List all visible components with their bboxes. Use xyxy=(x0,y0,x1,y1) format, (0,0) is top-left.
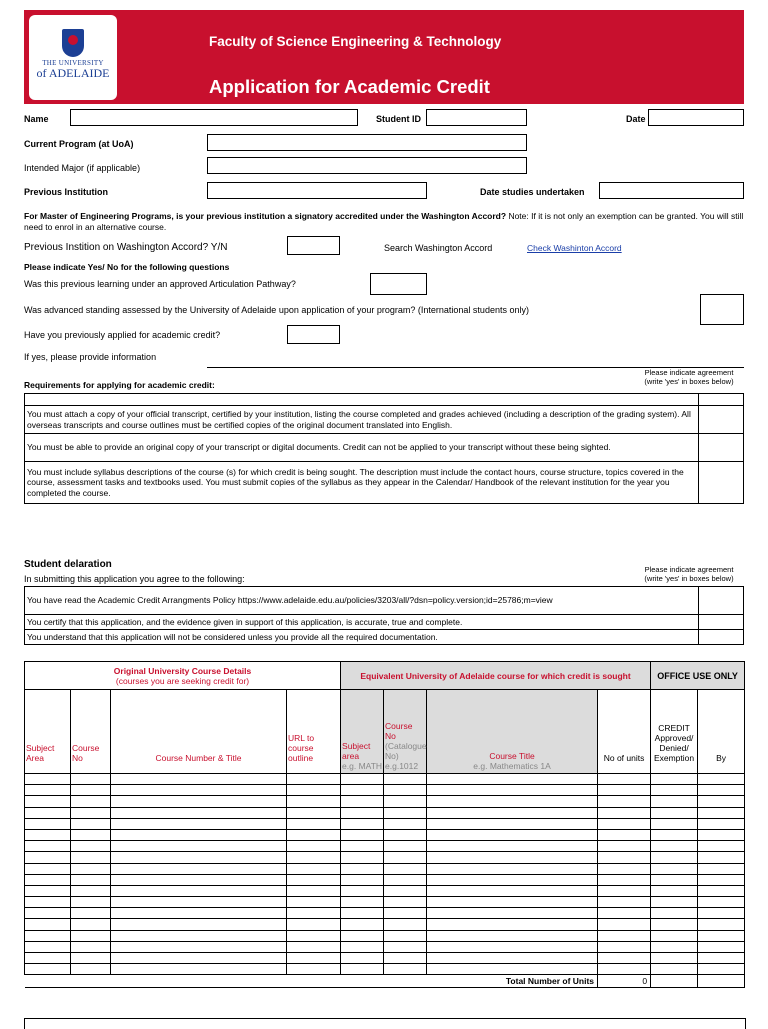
course-entry-cell[interactable] xyxy=(25,953,71,964)
declaration-row xyxy=(25,615,744,630)
agree-line2: (write 'yes' in boxes below) xyxy=(644,574,734,583)
course-entry-cell[interactable] xyxy=(287,796,341,807)
course-entry-cell[interactable] xyxy=(71,829,111,840)
course-entry-cell[interactable] xyxy=(341,774,384,785)
previous-institution-label: Previous Institution xyxy=(24,187,109,197)
faculty-name: Faculty of Science Engineering & Technology xyxy=(209,34,502,49)
course-entry-cell[interactable] xyxy=(598,941,651,952)
washington-question-bold: For Master of Engineering Programs, is your previous institution a signatory accredited under the Washington Accord? xyxy=(24,211,507,221)
question-previous-credit: Have you previously applied for academic credit? xyxy=(24,330,221,340)
course-entry-cell[interactable] xyxy=(651,919,698,930)
course-entry-cell[interactable] xyxy=(698,774,745,785)
course-entry-cell[interactable] xyxy=(287,852,341,863)
date-studies-label: Date studies undertaken xyxy=(480,187,585,197)
course-entry-cell[interactable] xyxy=(384,774,427,785)
agree-line2: (write 'yes' in boxes below) xyxy=(644,377,734,386)
course-entry-cell[interactable] xyxy=(427,807,598,818)
course-entry-cell[interactable] xyxy=(25,818,71,829)
course-entry-cell[interactable] xyxy=(287,863,341,874)
course-entry-cell[interactable] xyxy=(427,818,598,829)
requirements-heading: Requirements for applying for academic credit: xyxy=(24,380,215,390)
course-entry-cell[interactable] xyxy=(384,807,427,818)
course-entry-cell[interactable] xyxy=(651,941,698,952)
course-entry-cell[interactable] xyxy=(427,841,598,852)
course-entry-cell[interactable] xyxy=(25,796,71,807)
course-entry-row xyxy=(25,874,745,885)
course-entry-cell[interactable] xyxy=(71,897,111,908)
course-entry-cell[interactable] xyxy=(71,908,111,919)
course-entry-cell[interactable] xyxy=(384,874,427,885)
requirements-table xyxy=(24,393,744,504)
course-entry-cell[interactable] xyxy=(427,919,598,930)
course-entry-cell[interactable] xyxy=(698,841,745,852)
declaration-text: You understand that this application will not be considered unless you provide all the required documentation. xyxy=(25,630,699,645)
course-entry-cell[interactable] xyxy=(384,930,427,941)
course-entry-cell[interactable] xyxy=(698,874,745,885)
course-entry-cell[interactable] xyxy=(384,818,427,829)
total-row xyxy=(25,975,745,988)
logo-line1: THE UNIVERSITY xyxy=(42,59,104,67)
course-entry-cell[interactable] xyxy=(384,908,427,919)
course-entry-cell[interactable] xyxy=(111,941,287,952)
total-label: Total Number of Units xyxy=(25,975,598,988)
previous-credit-answer-field[interactable] xyxy=(287,325,340,344)
course-entry-cell[interactable] xyxy=(287,885,341,896)
declaration-row xyxy=(25,630,744,645)
current-program-label: Current Program (at UoA) xyxy=(24,139,134,149)
uoa-course-hint: (Catalogue No) xyxy=(385,741,427,761)
course-entry-cell[interactable] xyxy=(698,953,745,964)
course-entry-cell[interactable] xyxy=(287,774,341,785)
course-entry-cell[interactable] xyxy=(384,841,427,852)
course-entry-cell[interactable] xyxy=(341,818,384,829)
course-entry-cell[interactable] xyxy=(698,885,745,896)
course-entry-cell[interactable] xyxy=(71,919,111,930)
requirement-text: You must attach a copy of your official transcript, certified by your institution, listing the course completed and grades achieved (including a description of the grading system). All overseas transcripts and course outlines must be certified copies of the original document translated into English. xyxy=(25,406,699,434)
course-entry-cell[interactable] xyxy=(598,829,651,840)
course-entry-cell[interactable] xyxy=(111,818,287,829)
course-entry-cell[interactable] xyxy=(341,885,384,896)
course-entry-cell[interactable] xyxy=(427,930,598,941)
washington-question-note: Note: If it is not only an exemption can be granted. You will still need to enrol in an alternative course. xyxy=(24,211,744,232)
course-entry-cell[interactable] xyxy=(651,885,698,896)
course-entry-cell[interactable] xyxy=(651,785,698,796)
course-entry-cell[interactable] xyxy=(71,953,111,964)
uoa-subject-hint: e.g. MATH xyxy=(342,761,383,771)
orig-sub: (courses you are seeking credit for) xyxy=(115,675,250,686)
course-entry-cell[interactable] xyxy=(698,852,745,863)
requirement-agree-box[interactable] xyxy=(699,434,744,462)
course-entry-row xyxy=(25,941,745,952)
col-url: URL to course outline xyxy=(287,690,341,774)
course-entry-cell[interactable] xyxy=(598,774,651,785)
requirement-text: You must include syllabus descriptions of the course (s) for which credit is being sought. The description must include the contact hours, course structure, topics covered in the course, assessment tasks and textbooks used. You must submit copies of the syllabus as they appear in the Calendar/ Handbook of the relevant institution for the year you completed the course. xyxy=(25,462,699,504)
declaration-row xyxy=(25,587,744,615)
course-entry-cell[interactable] xyxy=(698,796,745,807)
col-course-no: Course No xyxy=(71,690,111,774)
course-entry-cell[interactable] xyxy=(427,829,598,840)
course-entry-cell[interactable] xyxy=(698,829,745,840)
course-entry-cell[interactable] xyxy=(111,885,287,896)
course-entry-cell[interactable] xyxy=(287,908,341,919)
declaration-text: You certify that this application, and the evidence given in support of this application, is accurate, true and complete. xyxy=(25,615,699,630)
course-entry-cell[interactable] xyxy=(651,908,698,919)
course-entry-cell[interactable] xyxy=(427,863,598,874)
uoa-subject-label: Subject area xyxy=(342,741,371,761)
course-entry-cell[interactable] xyxy=(111,930,287,941)
uoa-course-hint2: e.g.1012 xyxy=(385,761,419,771)
course-table xyxy=(24,661,745,988)
course-entry-cell[interactable] xyxy=(341,964,384,975)
original-course-header xyxy=(25,662,341,690)
course-entry-cell[interactable] xyxy=(71,796,111,807)
course-entry-row xyxy=(25,885,745,896)
course-entry-cell[interactable] xyxy=(25,852,71,863)
course-entry-cell[interactable] xyxy=(651,774,698,785)
course-entry-cell[interactable] xyxy=(698,818,745,829)
course-entry-cell[interactable] xyxy=(427,941,598,952)
course-entry-row xyxy=(25,919,745,930)
course-entry-cell[interactable] xyxy=(25,930,71,941)
course-entry-cell[interactable] xyxy=(598,908,651,919)
course-entry-cell[interactable] xyxy=(698,919,745,930)
course-entry-cell[interactable] xyxy=(651,829,698,840)
course-entry-cell[interactable] xyxy=(698,964,745,975)
student-id-field[interactable] xyxy=(426,109,527,126)
requirement-row xyxy=(25,434,744,462)
course-entry-row xyxy=(25,863,745,874)
col-credit: CREDIT Approved/ Denied/ Exemption xyxy=(651,690,698,774)
course-entry-cell[interactable] xyxy=(598,953,651,964)
course-entry-cell[interactable] xyxy=(341,930,384,941)
course-entry-cell[interactable] xyxy=(111,897,287,908)
date-studies-field[interactable] xyxy=(599,182,744,199)
course-entry-cell[interactable] xyxy=(287,953,341,964)
total-by-cell xyxy=(698,975,745,988)
course-entry-cell[interactable] xyxy=(71,930,111,941)
course-entry-cell[interactable] xyxy=(287,930,341,941)
course-entry-cell[interactable] xyxy=(698,897,745,908)
course-entry-row xyxy=(25,785,745,796)
course-entry-row xyxy=(25,964,745,975)
course-entry-cell[interactable] xyxy=(71,774,111,785)
course-entry-row xyxy=(25,796,745,807)
course-entry-cell[interactable] xyxy=(111,953,287,964)
crest-icon xyxy=(62,29,84,57)
course-entry-row xyxy=(25,908,745,919)
name-field[interactable] xyxy=(70,109,358,126)
course-entry-cell[interactable] xyxy=(287,841,341,852)
course-entry-cell[interactable] xyxy=(384,885,427,896)
course-entry-cell[interactable] xyxy=(71,852,111,863)
course-entry-cell[interactable] xyxy=(598,841,651,852)
date-field[interactable] xyxy=(648,109,744,126)
course-entry-cell[interactable] xyxy=(111,919,287,930)
uoa-title-label: Course Title xyxy=(489,751,535,761)
course-entry-cell[interactable] xyxy=(71,841,111,852)
course-entry-cell[interactable] xyxy=(341,874,384,885)
course-entry-cell[interactable] xyxy=(598,852,651,863)
course-entry-cell[interactable] xyxy=(287,964,341,975)
course-entry-cell[interactable] xyxy=(287,818,341,829)
course-entry-cell[interactable] xyxy=(598,818,651,829)
logo-line2: of ADELAIDE xyxy=(36,66,110,80)
declaration-agree-box[interactable] xyxy=(699,587,744,615)
course-entry-cell[interactable] xyxy=(111,964,287,975)
course-entry-cell[interactable] xyxy=(71,818,111,829)
course-entry-cell[interactable] xyxy=(341,852,384,863)
course-entry-cell[interactable] xyxy=(598,964,651,975)
col-subject-area: Subject Area xyxy=(25,690,71,774)
course-entry-cell[interactable] xyxy=(384,953,427,964)
course-entry-cell[interactable] xyxy=(25,874,71,885)
course-entry-cell[interactable] xyxy=(651,807,698,818)
course-entry-cell[interactable] xyxy=(341,897,384,908)
declaration-heading: Student delaration xyxy=(24,559,112,570)
course-entry-cell[interactable] xyxy=(651,796,698,807)
course-entry-cell[interactable] xyxy=(427,964,598,975)
requirement-row xyxy=(25,462,744,504)
office-use-header: OFFICE USE ONLY xyxy=(651,662,745,690)
course-entry-cell[interactable] xyxy=(111,908,287,919)
course-entry-cell[interactable] xyxy=(651,863,698,874)
course-entry-cell[interactable] xyxy=(384,785,427,796)
previous-institution-field[interactable] xyxy=(207,182,427,199)
course-entry-cell[interactable] xyxy=(651,818,698,829)
course-entry-cell[interactable] xyxy=(651,897,698,908)
header-banner xyxy=(24,10,744,104)
course-entry-cell[interactable] xyxy=(71,874,111,885)
col-uoa-course xyxy=(384,690,427,774)
course-entry-cell[interactable] xyxy=(651,874,698,885)
course-entry-cell[interactable] xyxy=(698,930,745,941)
course-entry-cell[interactable] xyxy=(341,841,384,852)
course-entry-cell[interactable] xyxy=(341,796,384,807)
col-uoa-title xyxy=(427,690,598,774)
course-entry-cell[interactable] xyxy=(698,785,745,796)
equivalent-course-header: Equivalent University of Adelaide course for which credit is sought xyxy=(341,662,651,690)
washington-question xyxy=(24,211,744,233)
agree-line1: Please indicate agreement xyxy=(644,565,734,574)
course-entry-cell[interactable] xyxy=(287,829,341,840)
course-entry-cell[interactable] xyxy=(25,829,71,840)
course-entry-cell[interactable] xyxy=(341,829,384,840)
course-entry-cell[interactable] xyxy=(25,897,71,908)
course-entry-cell[interactable] xyxy=(651,852,698,863)
course-entry-row xyxy=(25,953,745,964)
course-entry-row xyxy=(25,841,745,852)
course-entry-cell[interactable] xyxy=(384,897,427,908)
course-entry-cell[interactable] xyxy=(698,941,745,952)
course-entry-cell[interactable] xyxy=(384,964,427,975)
course-entry-cell[interactable] xyxy=(651,953,698,964)
course-entry-row xyxy=(25,818,745,829)
advanced-standing-answer-field[interactable] xyxy=(700,294,744,325)
course-entry-cell[interactable] xyxy=(287,785,341,796)
course-entry-cell[interactable] xyxy=(341,807,384,818)
course-entry-cell[interactable] xyxy=(111,807,287,818)
date-label: Date xyxy=(626,114,646,124)
intended-major-label: Intended Major (if applicable) xyxy=(24,163,141,173)
course-entry-cell[interactable] xyxy=(287,897,341,908)
declaration-table xyxy=(24,586,744,645)
course-entry-cell[interactable] xyxy=(598,785,651,796)
course-entry-cell[interactable] xyxy=(427,953,598,964)
course-entry-row xyxy=(25,829,745,840)
col-uoa-subject xyxy=(341,690,384,774)
washington-prev-label: Previous Instition on Washington Accord? Y/N xyxy=(24,242,228,253)
course-entry-cell[interactable] xyxy=(341,908,384,919)
course-entry-cell[interactable] xyxy=(25,841,71,852)
course-entry-cell[interactable] xyxy=(71,885,111,896)
course-entry-cell[interactable] xyxy=(287,874,341,885)
agree-line1: Please indicate agreement xyxy=(644,368,734,377)
course-entry-cell[interactable] xyxy=(25,863,71,874)
requirement-agree-box[interactable] xyxy=(699,462,744,504)
total-credit-cell xyxy=(651,975,698,988)
course-entry-cell[interactable] xyxy=(341,953,384,964)
course-entry-cell[interactable] xyxy=(651,841,698,852)
col-units: No of units xyxy=(598,690,651,774)
course-entry-cell[interactable] xyxy=(25,774,71,785)
course-entry-cell[interactable] xyxy=(341,785,384,796)
questions-heading: Please indicate Yes/ No for the following questions xyxy=(24,262,230,272)
course-entry-cell[interactable] xyxy=(427,908,598,919)
course-entry-cell[interactable] xyxy=(287,807,341,818)
course-entry-cell[interactable] xyxy=(598,796,651,807)
course-entry-cell[interactable] xyxy=(111,774,287,785)
course-entry-cell[interactable] xyxy=(384,863,427,874)
course-entry-cell[interactable] xyxy=(384,941,427,952)
course-entry-cell[interactable] xyxy=(71,807,111,818)
uoa-course-label: Course No xyxy=(385,721,413,741)
course-entry-cell[interactable] xyxy=(25,964,71,975)
col-course-title: Course Number & Title xyxy=(111,690,287,774)
course-entry-cell[interactable] xyxy=(427,897,598,908)
student-id-label: Student ID xyxy=(376,114,421,124)
requirement-row xyxy=(25,406,744,434)
course-entry-row xyxy=(25,897,745,908)
name-label: Name xyxy=(24,114,49,124)
course-entry-cell[interactable] xyxy=(427,885,598,896)
course-entry-cell[interactable] xyxy=(384,829,427,840)
course-entry-cell[interactable] xyxy=(341,863,384,874)
course-entry-cell[interactable] xyxy=(287,941,341,952)
course-entry-cell[interactable] xyxy=(598,874,651,885)
course-entry-cell[interactable] xyxy=(111,852,287,863)
course-entry-cell[interactable] xyxy=(111,863,287,874)
question-articulation: Was this previous learning under an approved Articulation Pathway? xyxy=(24,279,296,289)
course-entry-cell[interactable] xyxy=(427,785,598,796)
course-entry-cell[interactable] xyxy=(384,919,427,930)
course-entry-cell[interactable] xyxy=(71,785,111,796)
declaration-agree-note xyxy=(634,565,744,583)
course-entry-cell[interactable] xyxy=(341,919,384,930)
course-entry-cell[interactable] xyxy=(384,796,427,807)
course-entry-cell[interactable] xyxy=(71,964,111,975)
course-entry-cell[interactable] xyxy=(71,941,111,952)
washington-yn-field[interactable] xyxy=(287,236,340,255)
col-by: By xyxy=(698,690,745,774)
university-logo xyxy=(29,15,117,100)
course-entry-cell[interactable] xyxy=(427,774,598,785)
course-entry-cell[interactable] xyxy=(651,930,698,941)
declaration-intro: In submitting this application you agree to the following: xyxy=(24,574,245,584)
course-entry-cell[interactable] xyxy=(651,964,698,975)
course-entry-row xyxy=(25,807,745,818)
orig-title: Original University Course Details xyxy=(113,665,252,676)
course-entry-cell[interactable] xyxy=(698,908,745,919)
requirements-agree-note xyxy=(634,368,744,386)
washington-search-label: Search Washington Accord xyxy=(384,243,493,253)
course-entry-cell[interactable] xyxy=(598,897,651,908)
course-entry-row xyxy=(25,930,745,941)
requirement-agree-box[interactable] xyxy=(699,406,744,434)
course-entry-cell[interactable] xyxy=(111,874,287,885)
course-entry-cell[interactable] xyxy=(598,919,651,930)
course-entry-row xyxy=(25,852,745,863)
course-entry-cell[interactable] xyxy=(111,785,287,796)
course-entry-cell[interactable] xyxy=(25,941,71,952)
course-entry-cell[interactable] xyxy=(598,930,651,941)
course-entry-cell[interactable] xyxy=(71,863,111,874)
declaration-agree-box[interactable] xyxy=(699,630,744,645)
course-entry-cell[interactable] xyxy=(25,885,71,896)
course-entry-cell[interactable] xyxy=(427,852,598,863)
requirement-text: You must be able to provide an original copy of your transcript or digital documents. Credit can not be applied to your transcript without these being sighted. xyxy=(25,434,699,462)
course-entry-cell[interactable] xyxy=(598,863,651,874)
uoa-title-hint: e.g. Mathematics 1A xyxy=(473,761,551,771)
question-advanced-standing: Was advanced standing assessed by the University of Adelaide upon application of your program? (International students only) xyxy=(24,305,529,315)
check-washington-link[interactable]: Check Washinton Accord xyxy=(527,243,622,253)
course-entry-cell[interactable] xyxy=(698,863,745,874)
column-header-row xyxy=(25,690,745,774)
course-entry-cell[interactable] xyxy=(111,796,287,807)
question-provide-info: If yes, please provide information xyxy=(24,352,157,362)
course-entry-cell[interactable] xyxy=(25,785,71,796)
course-rows xyxy=(25,774,745,975)
intended-major-field[interactable] xyxy=(207,157,527,174)
course-entry-cell[interactable] xyxy=(427,874,598,885)
course-entry-cell[interactable] xyxy=(598,807,651,818)
course-entry-cell[interactable] xyxy=(384,852,427,863)
course-entry-cell[interactable] xyxy=(25,919,71,930)
course-entry-cell[interactable] xyxy=(287,919,341,930)
course-entry-cell[interactable] xyxy=(698,807,745,818)
course-entry-cell[interactable] xyxy=(111,829,287,840)
course-entry-row xyxy=(25,774,745,785)
course-entry-cell[interactable] xyxy=(427,796,598,807)
course-entry-cell[interactable] xyxy=(25,908,71,919)
total-value: 0 xyxy=(598,975,651,988)
current-program-field[interactable] xyxy=(207,134,527,151)
declaration-text: You have read the Academic Credit Arrangments Policy https://www.adelaide.edu.au/policies/3203/all/?dsn=policy.version;id=25786;m=view xyxy=(25,587,699,615)
course-entry-cell[interactable] xyxy=(25,807,71,818)
articulation-answer-field[interactable] xyxy=(370,273,427,295)
course-entry-cell[interactable] xyxy=(341,941,384,952)
page-title: Application for Academic Credit xyxy=(209,76,490,97)
course-entry-cell[interactable] xyxy=(598,885,651,896)
course-entry-cell[interactable] xyxy=(111,841,287,852)
declaration-agree-box[interactable] xyxy=(699,615,744,630)
